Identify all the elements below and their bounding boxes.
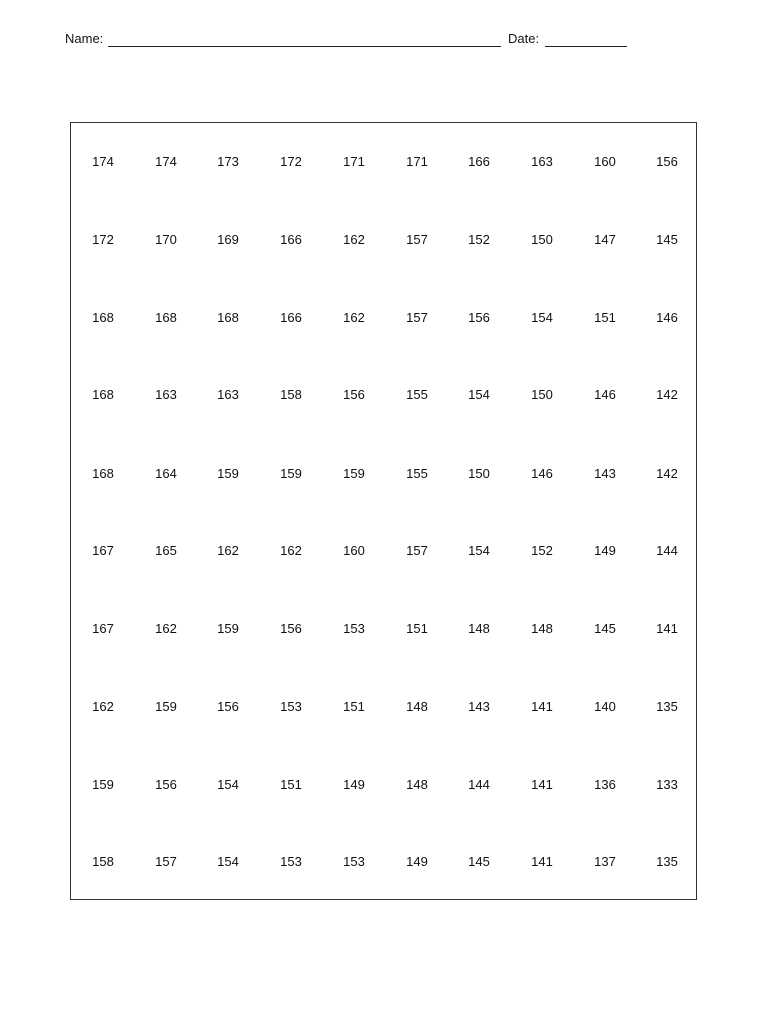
grid-cell: 169 (217, 232, 239, 247)
grid-cell: 170 (155, 232, 177, 247)
grid-cell: 166 (280, 232, 302, 247)
grid-row (71, 464, 696, 484)
grid-cell: 141 (531, 854, 553, 869)
grid-row (71, 541, 696, 561)
grid-cell: 141 (531, 699, 553, 714)
grid-cell: 166 (468, 154, 490, 169)
grid-cell: 167 (92, 621, 114, 636)
grid-cell: 163 (217, 387, 239, 402)
grid-cell: 151 (594, 310, 616, 325)
grid-cell: 150 (468, 466, 490, 481)
grid-row (71, 385, 696, 405)
name-line (108, 46, 501, 47)
grid-cell: 156 (343, 387, 365, 402)
grid-cell: 135 (656, 699, 678, 714)
grid-cell: 150 (531, 232, 553, 247)
grid-cell: 145 (656, 232, 678, 247)
grid-cell: 164 (155, 466, 177, 481)
grid-cell: 156 (217, 699, 239, 714)
grid-cell: 143 (468, 699, 490, 714)
grid-cell: 154 (468, 543, 490, 558)
grid-cell: 144 (468, 777, 490, 792)
grid-cell: 154 (217, 777, 239, 792)
grid-cell: 173 (217, 154, 239, 169)
grid-cell: 149 (406, 854, 428, 869)
grid-cell: 158 (280, 387, 302, 402)
grid-cell: 140 (594, 699, 616, 714)
grid-cell: 174 (155, 154, 177, 169)
grid-cell: 168 (155, 310, 177, 325)
grid-cell: 155 (406, 466, 428, 481)
grid-cell: 150 (531, 387, 553, 402)
grid-cell: 144 (656, 543, 678, 558)
grid-cell: 149 (343, 777, 365, 792)
grid-cell: 159 (217, 466, 239, 481)
grid-cell: 154 (217, 854, 239, 869)
grid-cell: 171 (406, 154, 428, 169)
grid-cell: 133 (656, 777, 678, 792)
grid-cell: 149 (594, 543, 616, 558)
grid-cell: 172 (92, 232, 114, 247)
grid-cell: 162 (343, 232, 365, 247)
grid-cell: 163 (155, 387, 177, 402)
grid-cell: 156 (468, 310, 490, 325)
grid-cell: 157 (406, 543, 428, 558)
grid-row (71, 775, 696, 795)
grid-cell: 163 (531, 154, 553, 169)
grid-cell: 162 (217, 543, 239, 558)
grid-cell: 157 (406, 232, 428, 247)
grid-cell: 172 (280, 154, 302, 169)
grid-cell: 153 (343, 854, 365, 869)
grid-cell: 156 (155, 777, 177, 792)
date-label: Date: (508, 31, 540, 46)
grid-cell: 162 (155, 621, 177, 636)
grid-cell: 168 (92, 466, 114, 481)
grid-cell: 156 (280, 621, 302, 636)
grid-cell: 171 (343, 154, 365, 169)
grid-cell: 145 (468, 854, 490, 869)
grid-cell: 153 (280, 699, 302, 714)
grid-row (71, 152, 696, 172)
grid-cell: 135 (656, 854, 678, 869)
grid-cell: 147 (594, 232, 616, 247)
grid-cell: 141 (656, 621, 678, 636)
grid-row (71, 619, 696, 639)
grid-cell: 146 (531, 466, 553, 481)
grid-cell: 143 (594, 466, 616, 481)
grid-cell: 153 (343, 621, 365, 636)
grid-row (71, 230, 696, 250)
grid-cell: 162 (280, 543, 302, 558)
grid-cell: 167 (92, 543, 114, 558)
grid-cell: 155 (406, 387, 428, 402)
grid-cell: 154 (468, 387, 490, 402)
grid-cell: 174 (92, 154, 114, 169)
grid-row (71, 697, 696, 717)
grid-cell: 145 (594, 621, 616, 636)
grid-cell: 159 (155, 699, 177, 714)
grid-cell: 146 (594, 387, 616, 402)
grid-cell: 148 (406, 699, 428, 714)
grid-cell: 146 (656, 310, 678, 325)
grid-cell: 154 (531, 310, 553, 325)
grid-cell: 168 (92, 310, 114, 325)
grid-cell: 148 (531, 621, 553, 636)
grid-cell: 160 (594, 154, 616, 169)
number-grid (71, 123, 696, 899)
grid-cell: 166 (280, 310, 302, 325)
name-label: Name: (65, 31, 104, 46)
grid-row (71, 308, 696, 328)
grid-cell: 159 (343, 466, 365, 481)
grid-cell: 159 (280, 466, 302, 481)
grid-cell: 157 (406, 310, 428, 325)
number-grid-box (70, 122, 697, 900)
grid-cell: 151 (406, 621, 428, 636)
grid-cell: 158 (92, 854, 114, 869)
grid-cell: 142 (656, 387, 678, 402)
grid-cell: 151 (343, 699, 365, 714)
grid-cell: 142 (656, 466, 678, 481)
grid-cell: 152 (531, 543, 553, 558)
grid-cell: 162 (92, 699, 114, 714)
grid-cell: 160 (343, 543, 365, 558)
grid-cell: 137 (594, 854, 616, 869)
grid-cell: 168 (92, 387, 114, 402)
date-line (545, 46, 627, 47)
grid-cell: 156 (656, 154, 678, 169)
grid-cell: 148 (468, 621, 490, 636)
grid-row (71, 852, 696, 872)
grid-cell: 159 (217, 621, 239, 636)
grid-cell: 153 (280, 854, 302, 869)
grid-cell: 168 (217, 310, 239, 325)
grid-cell: 165 (155, 543, 177, 558)
grid-cell: 159 (92, 777, 114, 792)
grid-cell: 148 (406, 777, 428, 792)
grid-cell: 162 (343, 310, 365, 325)
grid-cell: 157 (155, 854, 177, 869)
grid-cell: 152 (468, 232, 490, 247)
grid-cell: 141 (531, 777, 553, 792)
grid-cell: 151 (280, 777, 302, 792)
grid-cell: 136 (594, 777, 616, 792)
